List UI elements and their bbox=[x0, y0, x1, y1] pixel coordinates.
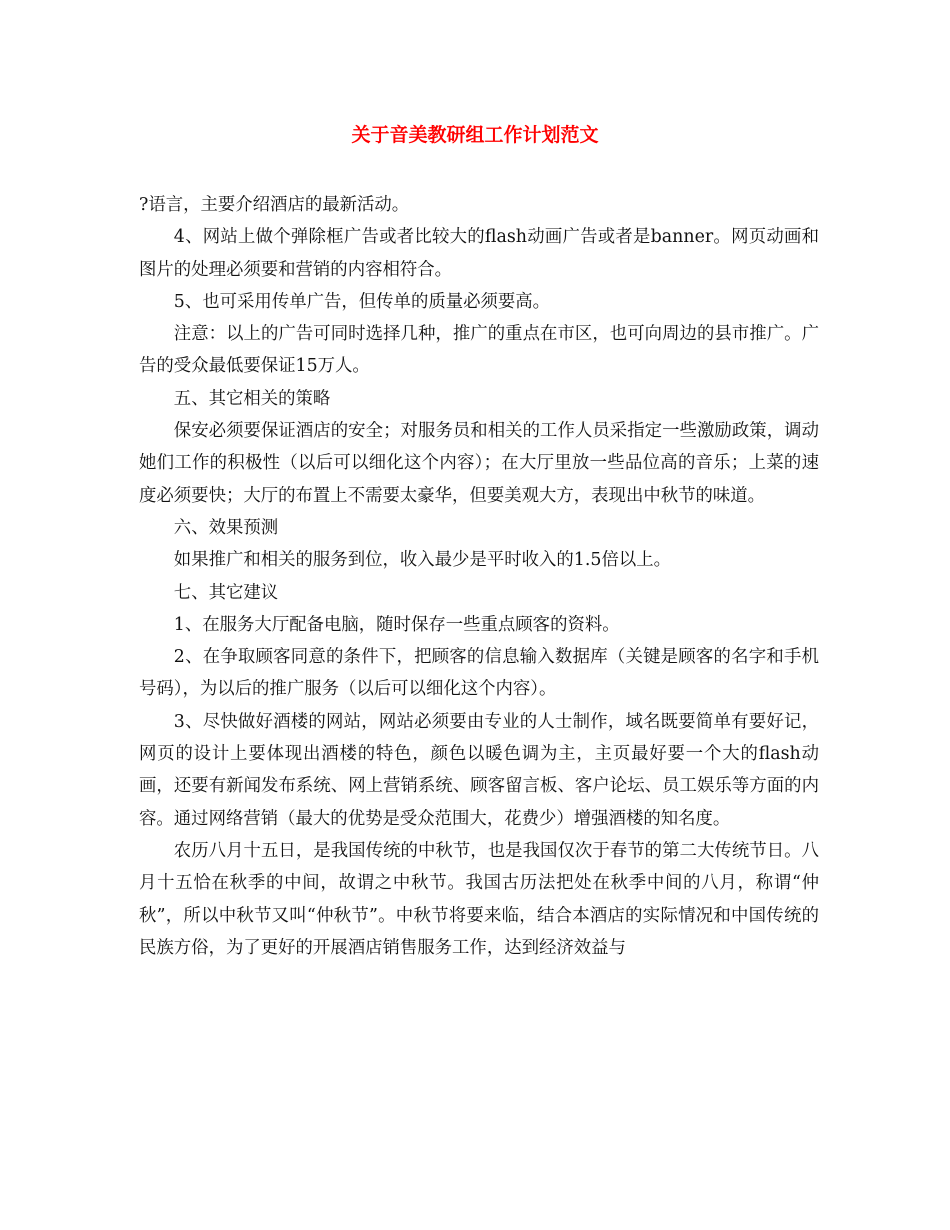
body-paragraph: 4、网站上做个弹除框广告或者比较大的flash动画广告或者是banner。网页动画和图片的处理必须要和营销的内容相符合。 bbox=[139, 227, 819, 280]
document-body bbox=[139, 189, 819, 964]
body-paragraph: 保安必须要保证酒店的安全；对服务员和相关的工作人员采指定一些激励政策，调动她们工作的积极性（以后可以细化这个内容）；在大厅里放一些品位高的音乐；上菜的速度必须要快；大厅的布置上不需要太豪华，但要美观大方，表现出中秋节的味道。 bbox=[139, 421, 819, 506]
body-paragraph: 2、在争取顾客同意的条件下，把顾客的信息输入数据库（关键是顾客的名字和手机号码），为以后的推广服务（以后可以细化这个内容）。 bbox=[139, 647, 819, 700]
body-paragraph: 农历八月十五日，是我国传统的中秋节，也是我国仅次于春节的第二大传统节日。八月十五恰在秋季的中间，故谓之中秋节。我国古历法把处在秋季中间的八月，称谓“仲秋”，所以中秋节又叫“仲秋节”。中秋节将要来临，结合本酒店的实际情况和中国传统的民族方俗，为了更好的开展酒店销售服务工作，达到经济效益与 bbox=[139, 840, 819, 958]
document-title: 关于音美教研组工作计划范文 bbox=[351, 124, 599, 146]
body-paragraph: ?语言，主要介绍酒店的最新活动。 bbox=[139, 195, 410, 215]
body-paragraph: 如果推广和相关的服务到位，收入最少是平时收入的1.5倍以上。 bbox=[173, 550, 672, 571]
body-paragraph: 1、在服务大厅配备电脑，随时保存一些重点顾客的资料。 bbox=[173, 614, 620, 635]
body-paragraph: 5、也可采用传单广告，但传单的质量必须要高。 bbox=[173, 291, 551, 312]
section-heading: 五、其它相关的策略 bbox=[173, 388, 331, 409]
section-heading: 六、效果预测 bbox=[173, 517, 279, 538]
body-paragraph: 注意：以上的广告可同时选择几种，推广的重点在市区，也可向周边的县市推广。广告的受众最低要保证15万人。 bbox=[139, 324, 819, 377]
section-heading: 七、其它建议 bbox=[173, 582, 279, 603]
body-paragraph: 3、尽快做好酒楼的网站，网站必须要由专业的人士制作，域名既要简单有要好记，网页的设计上要体现出酒楼的特色，颜色以暖色调为主，主页最好要一个大的flash动画，还要有新闻发布系统、网上营销系统、顾客留言板、客户论坛、员工娱乐等方面的内容。通过网络营销（最大的优势是受众范围大，花费少）增强酒楼的知名度。 bbox=[139, 711, 819, 829]
